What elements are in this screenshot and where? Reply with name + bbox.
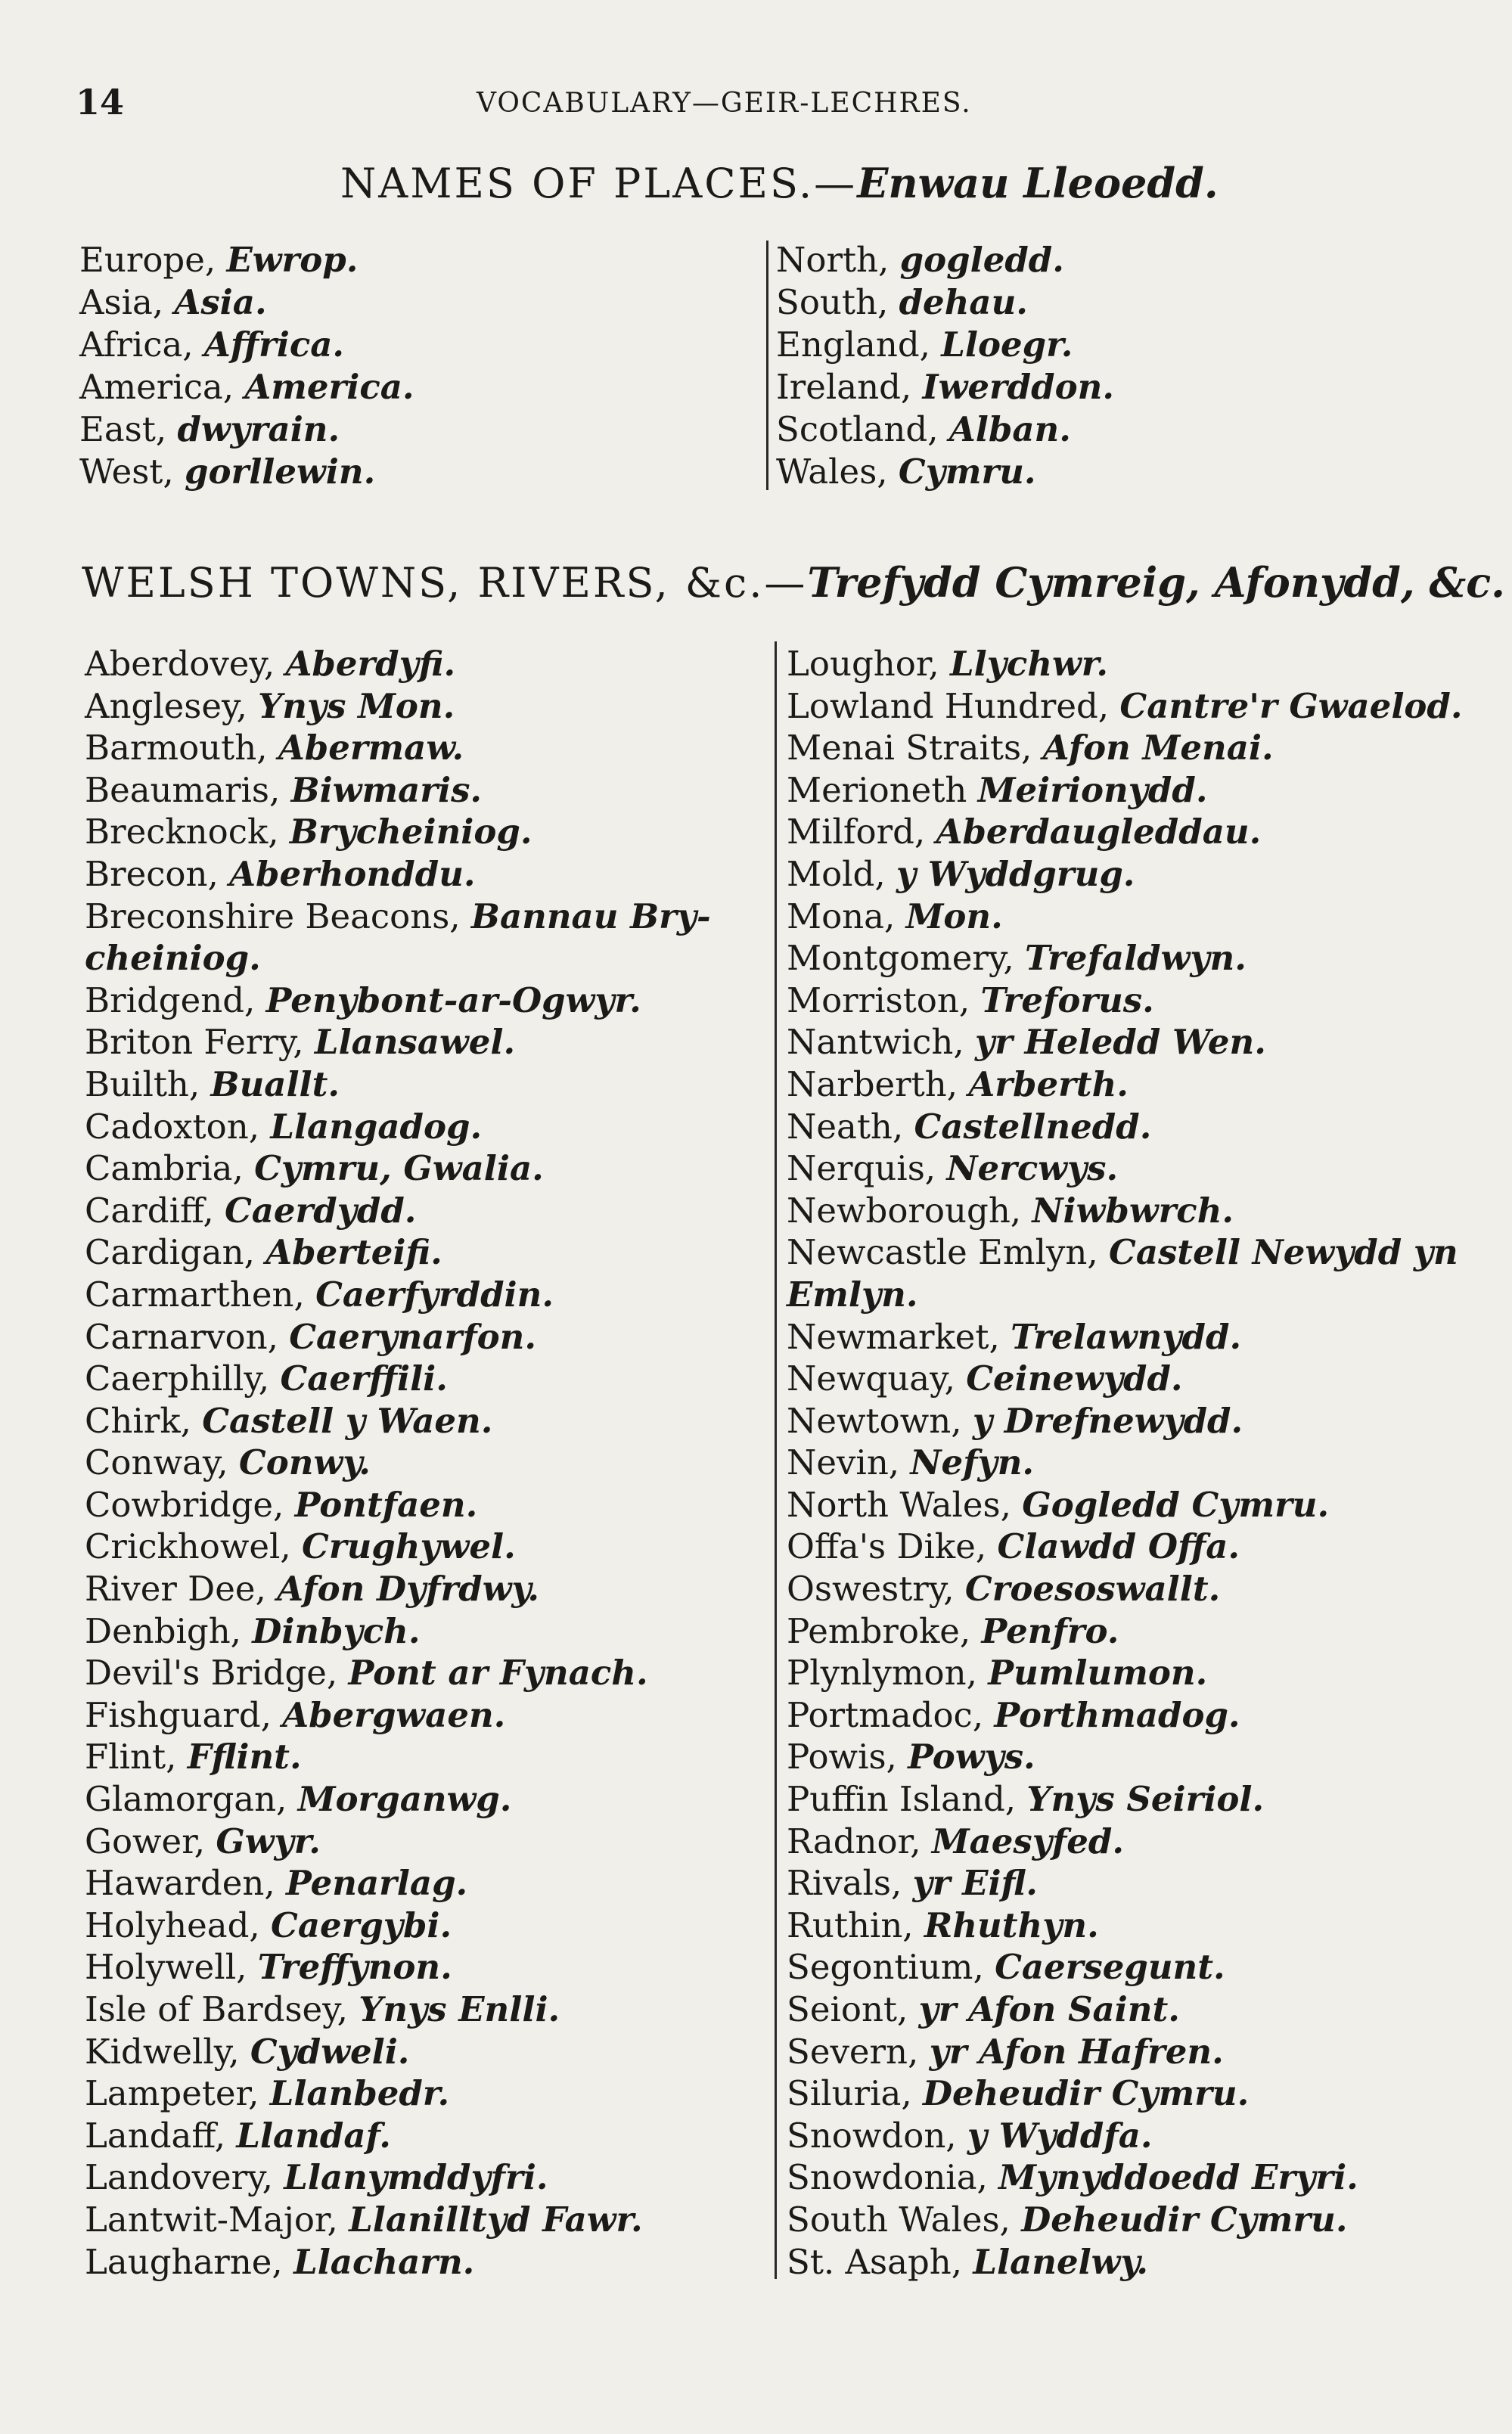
vocabulary-entry xyxy=(787,1274,1463,1316)
english-term: Holyhead, xyxy=(85,1905,260,1945)
vocabulary-entry xyxy=(787,2031,1463,2073)
vocabulary-entry xyxy=(85,643,711,685)
english-term: Loughor, xyxy=(787,644,939,684)
vocabulary-entry xyxy=(85,769,711,812)
welsh-term: yr Afon Hafren. xyxy=(929,2031,1224,2072)
welsh-term: Llandaf. xyxy=(236,2115,391,2156)
english-term: Portmadoc, xyxy=(787,1694,984,1735)
english-term: Lampeter, xyxy=(85,2073,259,2114)
vocabulary-entry xyxy=(85,2115,711,2157)
english-term: Cardigan, xyxy=(85,1232,255,1273)
english-term: Holywell, xyxy=(85,1947,247,1988)
vocabulary-entry xyxy=(85,853,711,896)
welsh-term: Castell y Waen. xyxy=(202,1400,493,1441)
welsh-term: Niwbwrch. xyxy=(1032,1190,1234,1231)
welsh-term: Clawdd Offa. xyxy=(997,1526,1240,1567)
english-term: Menai Straits, xyxy=(787,728,1032,768)
english-term: Landaff, xyxy=(85,2115,225,2156)
welsh-term: Cymru, Gwalia. xyxy=(254,1148,544,1189)
vocabulary-entry xyxy=(787,1821,1463,1863)
welsh-term: Llangadog. xyxy=(270,1106,483,1147)
welsh-term: Brycheiniog. xyxy=(289,812,532,852)
vocabulary-entry xyxy=(787,2241,1463,2283)
english-term: Ruthin, xyxy=(787,1905,914,1945)
vocabulary-entry xyxy=(79,281,414,324)
english-term: South, xyxy=(776,282,889,322)
section-title-places xyxy=(340,159,1219,207)
vocabulary-entry xyxy=(787,685,1463,728)
section-title-welsh: Enwau Lleoedd. xyxy=(857,159,1219,207)
vocabulary-entry xyxy=(85,979,711,1022)
english-term: Laugharne, xyxy=(85,2241,283,2282)
vocabulary-entry xyxy=(787,1021,1463,1063)
vocabulary-entry xyxy=(787,1736,1463,1778)
welsh-term: Llacharn. xyxy=(293,2241,475,2282)
welsh-term: cheiniog. xyxy=(85,938,261,979)
places-list-left xyxy=(79,239,414,493)
vocabulary-entry xyxy=(85,1147,711,1190)
vocabulary-entry xyxy=(85,896,711,938)
english-term: Gower, xyxy=(85,1821,206,1861)
english-term: Africa, xyxy=(79,324,194,365)
welsh-term: Alban. xyxy=(948,409,1071,449)
welsh-term: Gwyr. xyxy=(216,1821,321,1861)
welsh-term: Emlyn. xyxy=(787,1274,918,1315)
english-term: Snowdonia, xyxy=(787,2157,988,2198)
vocabulary-entry xyxy=(85,2241,711,2283)
vocabulary-entry xyxy=(787,937,1463,979)
vocabulary-entry xyxy=(85,1106,711,1148)
english-term: Oswestry, xyxy=(787,1569,955,1610)
welsh-term: dwyrain. xyxy=(177,409,340,449)
vocabulary-entry xyxy=(85,1274,711,1316)
welsh-term: Rhuthyn. xyxy=(924,1905,1099,1945)
welsh-term: yr Afon Saint. xyxy=(918,1989,1180,2029)
vocabulary-entry xyxy=(787,1063,1463,1106)
welsh-term: Afon Dyfrdwy. xyxy=(277,1569,540,1610)
welsh-term: Abergwaen. xyxy=(282,1694,506,1735)
english-term: Narberth, xyxy=(787,1063,958,1104)
vocabulary-entry xyxy=(787,1190,1463,1232)
vocabulary-entry xyxy=(787,1231,1463,1274)
welsh-term: Cymru. xyxy=(898,452,1036,492)
welsh-term: Ewrop. xyxy=(226,240,359,280)
section-title-english: NAMES OF PLACES.— xyxy=(340,160,858,207)
english-term: Cardiff, xyxy=(85,1190,214,1231)
towns-list-left xyxy=(85,643,711,2283)
english-term: Snowdon, xyxy=(787,2115,957,2156)
english-term: Morriston, xyxy=(787,979,970,1020)
welsh-term: Morganwg. xyxy=(297,1779,512,1820)
welsh-term: Pumlumon. xyxy=(988,1653,1208,1694)
welsh-term: yr Eifl. xyxy=(912,1863,1038,1904)
english-term: Beaumaris, xyxy=(85,769,281,810)
welsh-term: gogledd. xyxy=(899,240,1064,280)
vocabulary-entry xyxy=(85,1021,711,1063)
welsh-term: Fflint. xyxy=(187,1737,302,1777)
vocabulary-entry xyxy=(787,1946,1463,1988)
english-term: Pembroke, xyxy=(787,1610,971,1651)
english-term: Europe, xyxy=(79,240,216,280)
vocabulary-entry xyxy=(787,1358,1463,1400)
welsh-term: Powys. xyxy=(908,1737,1035,1777)
vocabulary-entry xyxy=(776,239,1114,281)
vocabulary-entry xyxy=(85,1694,711,1737)
welsh-term: Affrica. xyxy=(203,324,345,365)
english-term: Puffin Island, xyxy=(787,1779,1017,1820)
welsh-term: Afon Menai. xyxy=(1042,728,1274,768)
welsh-term: Porthmadog. xyxy=(994,1694,1240,1735)
welsh-term: Llansawel. xyxy=(314,1022,516,1063)
english-term: Breconshire Beacons, xyxy=(85,896,461,936)
vocabulary-entry xyxy=(787,1862,1463,1905)
vocabulary-entry xyxy=(787,853,1463,896)
english-term: West, xyxy=(79,452,174,492)
welsh-term: Castell Newydd yn xyxy=(1109,1232,1458,1273)
welsh-term: Gogledd Cymru. xyxy=(1022,1484,1330,1525)
vocabulary-entry xyxy=(776,408,1114,451)
english-term: Mold, xyxy=(787,853,886,894)
vocabulary-entry xyxy=(787,1905,1463,1947)
english-term: Powis, xyxy=(787,1737,897,1777)
welsh-term: Nefyn. xyxy=(910,1442,1035,1483)
english-term: Offa's Dike, xyxy=(787,1526,987,1567)
english-term: Mona, xyxy=(787,896,896,936)
vocabulary-entry xyxy=(787,1526,1463,1568)
vocabulary-entry xyxy=(787,1694,1463,1737)
english-term: Devil's Bridge, xyxy=(85,1653,338,1694)
vocabulary-entry xyxy=(85,1821,711,1863)
english-term: Newtown, xyxy=(787,1400,962,1441)
welsh-term: y Wyddfa. xyxy=(967,2115,1153,2156)
welsh-term: Deheudir Cymru. xyxy=(1021,2199,1348,2240)
welsh-term: Iwerddon. xyxy=(922,367,1115,407)
english-term: Glamorgan, xyxy=(85,1779,287,1820)
english-term: Aberdovey, xyxy=(85,644,275,684)
english-term: Briton Ferry, xyxy=(85,1022,304,1063)
vocabulary-entry xyxy=(787,1106,1463,1148)
english-term: Barmouth, xyxy=(85,728,268,768)
english-term: Builth, xyxy=(85,1063,200,1104)
vocabulary-entry xyxy=(787,2115,1463,2157)
section-title-towns xyxy=(82,558,1505,607)
english-term: Radnor, xyxy=(787,1821,921,1861)
english-term: Newborough, xyxy=(787,1190,1022,1231)
welsh-term: Castellnedd. xyxy=(914,1106,1152,1147)
english-term: Asia, xyxy=(79,282,164,322)
english-term: Cowbridge, xyxy=(85,1484,284,1525)
vocabulary-entry xyxy=(787,1988,1463,2031)
english-term: Nantwich, xyxy=(787,1022,964,1063)
english-term: America, xyxy=(79,367,234,407)
english-term: Ireland, xyxy=(776,367,912,407)
vocabulary-entry xyxy=(787,1484,1463,1526)
welsh-term: yr Heledd Wen. xyxy=(974,1022,1266,1063)
welsh-term: America. xyxy=(244,367,414,407)
vocabulary-entry xyxy=(787,1568,1463,1610)
english-term: Cambria, xyxy=(85,1148,244,1189)
vocabulary-entry xyxy=(787,1778,1463,1821)
english-term: Wales, xyxy=(776,452,888,492)
english-term: Neath, xyxy=(787,1106,904,1147)
english-term: Bridgend, xyxy=(85,979,256,1020)
welsh-term: Biwmaris. xyxy=(290,769,483,810)
towns-list-right xyxy=(787,643,1463,2283)
english-term: River Dee, xyxy=(85,1569,266,1610)
english-term: Merioneth xyxy=(787,769,967,810)
vocabulary-entry xyxy=(85,1400,711,1442)
english-term: Landovery, xyxy=(85,2157,273,2198)
english-term: Conway, xyxy=(85,1442,228,1483)
section-title-english: WELSH TOWNS, RIVERS, &c.— xyxy=(82,559,808,607)
welsh-term: Crughywel. xyxy=(302,1526,516,1567)
welsh-term: y Drefnewydd. xyxy=(972,1400,1243,1441)
vocabulary-entry xyxy=(85,1946,711,1988)
vocabulary-entry xyxy=(85,1610,711,1653)
english-term: Carmarthen, xyxy=(85,1274,305,1315)
vocabulary-entry xyxy=(787,1442,1463,1484)
welsh-term: Cydweli. xyxy=(250,2031,410,2072)
welsh-term: Llanymddyfri. xyxy=(284,2157,548,2198)
welsh-term: Penfro. xyxy=(981,1610,1119,1651)
english-term: Newmarket, xyxy=(787,1316,1000,1357)
welsh-term: Maesyfed. xyxy=(931,1821,1125,1861)
vocabulary-entry xyxy=(85,1778,711,1821)
welsh-term: Nercwys. xyxy=(946,1148,1119,1189)
english-term: Isle of Bardsey, xyxy=(85,1989,348,2029)
welsh-term: Aberteifi. xyxy=(265,1232,442,1273)
vocabulary-entry xyxy=(787,727,1463,769)
vocabulary-entry xyxy=(787,1610,1463,1653)
english-term: Lowland Hundred, xyxy=(787,685,1110,726)
welsh-term: Asia. xyxy=(174,282,267,322)
welsh-term: Buallt. xyxy=(210,1063,340,1104)
vocabulary-entry xyxy=(79,451,414,493)
vocabulary-entry xyxy=(85,1316,711,1358)
english-term: Cadoxton, xyxy=(85,1106,259,1147)
welsh-term: Aberdyfi. xyxy=(285,644,456,684)
welsh-term: Ceinewydd. xyxy=(966,1358,1183,1399)
vocabulary-entry xyxy=(85,1736,711,1778)
vocabulary-entry xyxy=(85,1568,711,1610)
vocabulary-entry xyxy=(79,408,414,451)
vocabulary-entry xyxy=(79,239,414,281)
vocabulary-entry xyxy=(85,1526,711,1568)
vocabulary-entry xyxy=(776,451,1114,493)
vocabulary-entry xyxy=(85,2156,711,2199)
english-term: Milford, xyxy=(787,812,926,852)
welsh-term: Ynys Enlli. xyxy=(359,1989,560,2029)
english-term: Scotland, xyxy=(776,409,939,449)
vocabulary-entry xyxy=(85,2199,711,2241)
welsh-term: Caersegunt. xyxy=(995,1947,1225,1988)
vocabulary-entry xyxy=(85,685,711,728)
english-term: Severn, xyxy=(787,2031,919,2072)
welsh-term: Pont ar Fynach. xyxy=(348,1653,648,1694)
running-title: VOCABULARY—GEIR-LECHRES. xyxy=(477,88,972,119)
welsh-term: Caerdydd. xyxy=(224,1190,417,1231)
english-term: Flint, xyxy=(85,1737,177,1777)
english-term: Hawarden, xyxy=(85,1863,275,1904)
english-term: Siluria, xyxy=(787,2073,912,2114)
welsh-term: Abermaw. xyxy=(278,728,464,768)
english-term: Kidwelly, xyxy=(85,2031,240,2072)
vocabulary-entry xyxy=(787,811,1463,853)
vocabulary-entry xyxy=(776,366,1114,408)
english-term: East, xyxy=(79,409,167,449)
welsh-term: dehau. xyxy=(899,282,1028,322)
welsh-term: Caerynarfon. xyxy=(289,1316,537,1357)
welsh-term: Dinbych. xyxy=(252,1610,421,1651)
vocabulary-entry xyxy=(787,2072,1463,2115)
welsh-term: y Wyddgrug. xyxy=(896,853,1135,894)
vocabulary-entry xyxy=(85,1484,711,1526)
welsh-term: Llanelwy. xyxy=(973,2241,1149,2282)
english-term: Caerphilly, xyxy=(85,1358,270,1399)
vocabulary-entry xyxy=(79,324,414,366)
english-term: Denbigh, xyxy=(85,1610,241,1651)
welsh-term: Llanilltyd Fawr. xyxy=(349,2199,643,2240)
vocabulary-entry xyxy=(787,2156,1463,2199)
welsh-term: Penarlag. xyxy=(285,1863,468,1904)
vocabulary-entry xyxy=(776,281,1114,324)
english-term: Crickhowel, xyxy=(85,1526,291,1567)
vocabulary-entry xyxy=(776,324,1114,366)
welsh-term: Croesoswallt. xyxy=(964,1569,1221,1610)
english-term: Montgomery, xyxy=(787,938,1014,979)
vocabulary-entry xyxy=(787,1652,1463,1694)
places-list-right xyxy=(776,239,1114,493)
vocabulary-entry xyxy=(85,811,711,853)
running-head xyxy=(76,82,1460,127)
welsh-term: Aberhonddu. xyxy=(229,853,476,894)
english-term: Plynlymon, xyxy=(787,1653,977,1694)
welsh-term: Deheudir Cymru. xyxy=(922,2073,1250,2114)
welsh-term: Llanbedr. xyxy=(269,2073,450,2114)
english-term: Nerquis, xyxy=(787,1148,936,1189)
vocabulary-entry xyxy=(85,1358,711,1400)
vocabulary-entry xyxy=(85,1442,711,1484)
english-term: Anglesey, xyxy=(85,685,247,726)
welsh-term: Treforus. xyxy=(980,979,1154,1020)
vocabulary-entry xyxy=(85,1862,711,1905)
page-number: 14 xyxy=(76,82,125,123)
english-term: Rivals, xyxy=(787,1863,902,1904)
vocabulary-entry xyxy=(787,1400,1463,1442)
vocabulary-entry xyxy=(85,1231,711,1274)
welsh-term: Cantre'r Gwaelod. xyxy=(1119,685,1463,726)
english-term: St. Asaph, xyxy=(787,2241,963,2282)
welsh-term: Mynyddoedd Eryri. xyxy=(998,2157,1358,2198)
english-term: Segontium, xyxy=(787,1947,984,1988)
welsh-term: Trefaldwyn. xyxy=(1025,938,1247,979)
welsh-term: Mon. xyxy=(905,896,1003,936)
vocabulary-entry xyxy=(787,896,1463,938)
vocabulary-entry xyxy=(85,727,711,769)
welsh-term: Caerfyrddin. xyxy=(315,1274,554,1315)
english-term: Brecon, xyxy=(85,853,219,894)
welsh-term: Penybont-ar-Ogwyr. xyxy=(265,979,641,1020)
vocabulary-entry xyxy=(79,366,414,408)
welsh-term: Meirionydd. xyxy=(977,769,1208,810)
column-divider xyxy=(775,641,777,2279)
vocabulary-entry xyxy=(85,1905,711,1947)
english-term: South Wales, xyxy=(787,2199,1011,2240)
vocabulary-entry xyxy=(787,1316,1463,1358)
welsh-term: Ynys Seiriol. xyxy=(1026,1779,1265,1820)
english-term: Seiont, xyxy=(787,1989,908,2029)
vocabulary-entry xyxy=(787,643,1463,685)
english-term: North Wales, xyxy=(787,1484,1011,1525)
welsh-term: Treffynon. xyxy=(257,1947,452,1988)
vocabulary-entry xyxy=(85,1652,711,1694)
vocabulary-entry xyxy=(85,1063,711,1106)
vocabulary-entry xyxy=(787,979,1463,1022)
english-term: Chirk, xyxy=(85,1400,191,1441)
english-term: Lantwit-Major, xyxy=(85,2199,338,2240)
column-divider xyxy=(766,241,768,490)
welsh-term: Arberth. xyxy=(968,1063,1129,1104)
english-term: Brecknock, xyxy=(85,812,279,852)
welsh-term: Trelawnydd. xyxy=(1011,1316,1242,1357)
vocabulary-entry xyxy=(85,1988,711,2031)
welsh-term: gorllewin. xyxy=(185,452,376,492)
english-term: Fishguard, xyxy=(85,1694,272,1735)
english-term: North, xyxy=(776,240,890,280)
vocabulary-entry xyxy=(85,1190,711,1232)
english-term: Newcastle Emlyn, xyxy=(787,1232,1098,1273)
welsh-term: Caerffili. xyxy=(280,1358,448,1399)
section-title-welsh: Trefydd Cymreig, Afonydd, &c. xyxy=(807,558,1505,607)
welsh-term: Ynys Mon. xyxy=(258,685,455,726)
welsh-term: Bannau Bry- xyxy=(470,896,711,936)
vocabulary-entry xyxy=(85,2072,711,2115)
welsh-term: Conwy. xyxy=(238,1442,371,1483)
vocabulary-entry xyxy=(787,769,1463,812)
english-term: Nevin, xyxy=(787,1442,900,1483)
vocabulary-entry xyxy=(787,1147,1463,1190)
welsh-term: Aberdaugleddau. xyxy=(936,812,1262,852)
vocabulary-entry xyxy=(787,2199,1463,2241)
vocabulary-entry xyxy=(85,937,711,979)
welsh-term: Caergybi. xyxy=(271,1905,452,1945)
welsh-term: Llychwr. xyxy=(950,644,1109,684)
vocabulary-entry xyxy=(85,2031,711,2073)
english-term: England, xyxy=(776,324,930,365)
welsh-term: Lloegr. xyxy=(941,324,1073,365)
english-term: Newquay, xyxy=(787,1358,955,1399)
english-term: Carnarvon, xyxy=(85,1316,278,1357)
welsh-term: Pontfaen. xyxy=(294,1484,478,1525)
